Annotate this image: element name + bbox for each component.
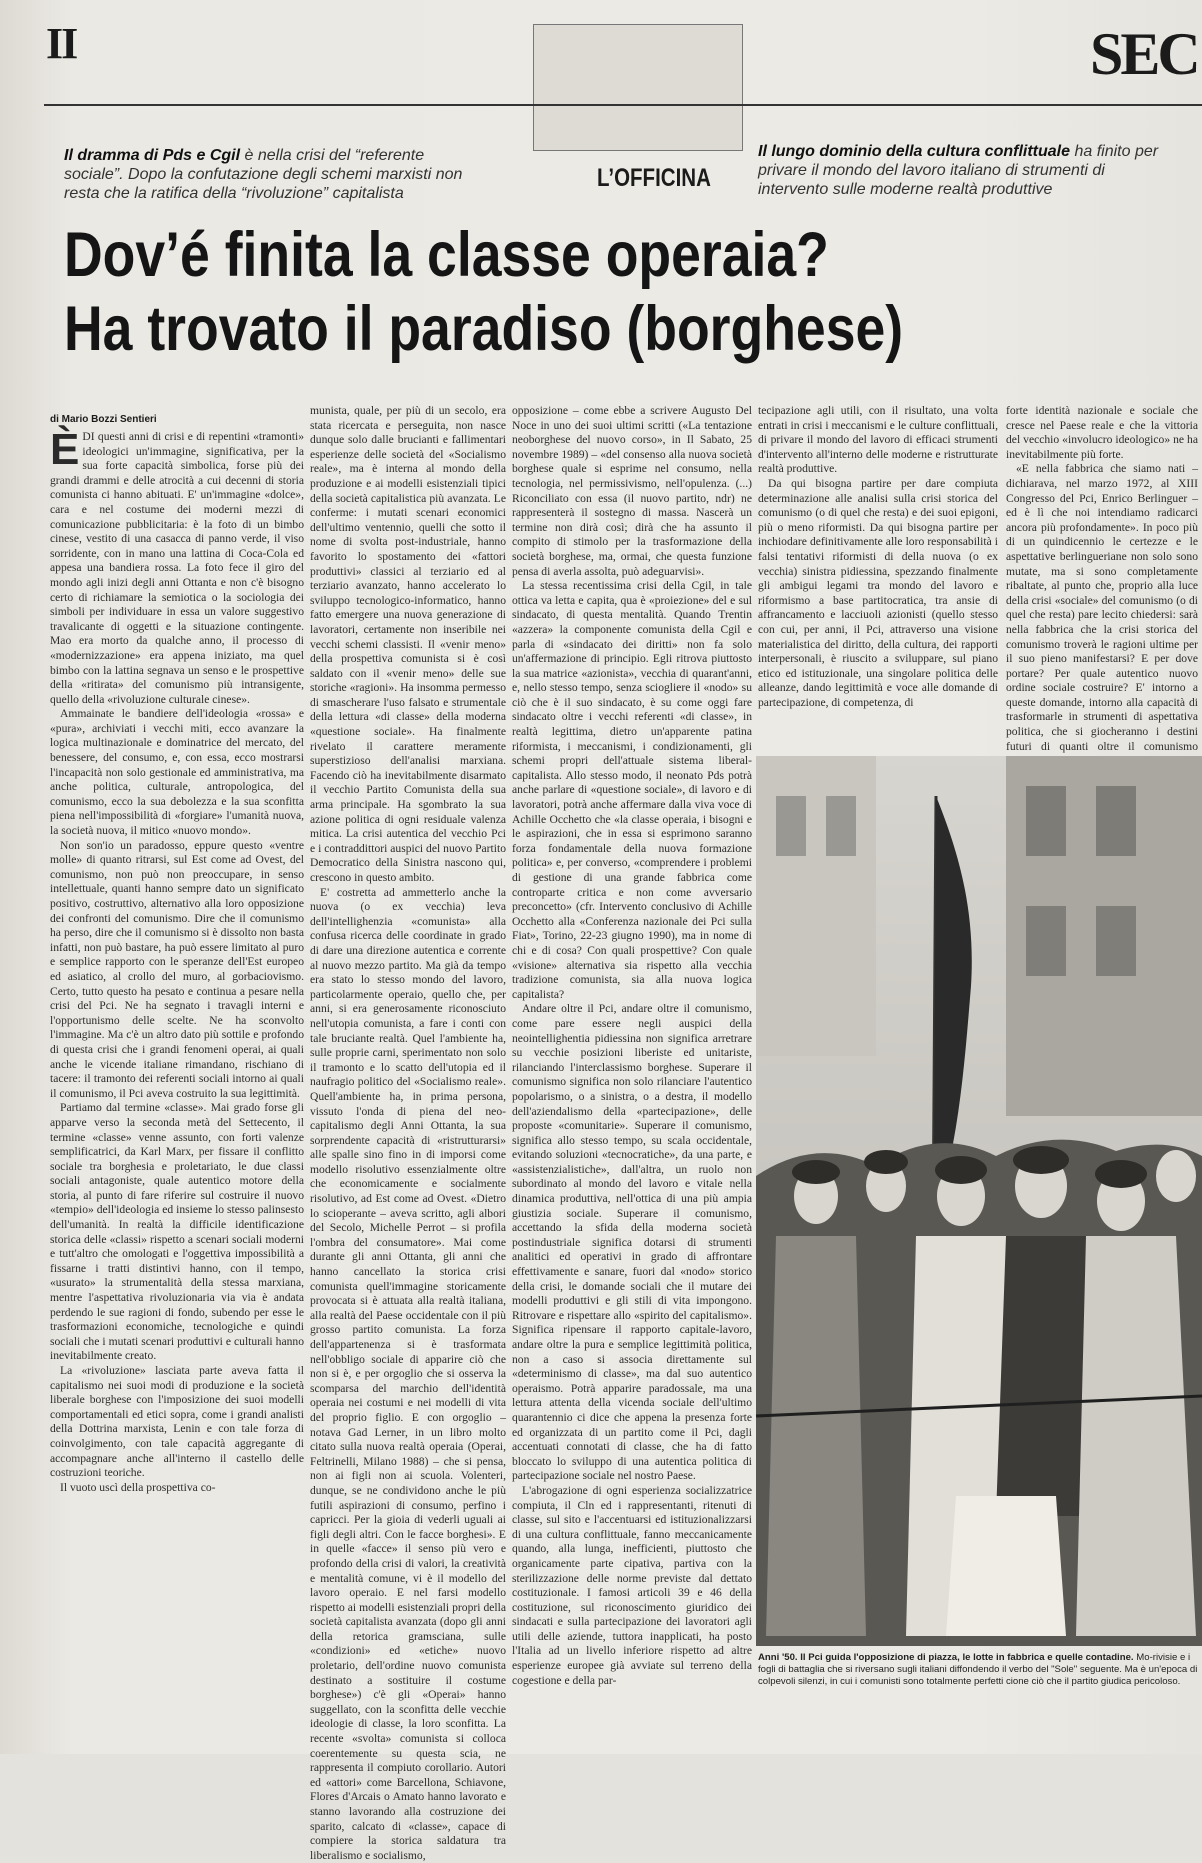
- paragraph: Non son'io un paradosso, eppure questo «ventre molle» di quanto ritrarsi, sul Est come ad Ovest, del comunismo, non può non preoccupare, in senso intellettuale, quanti hanno sempre dato un significato positivo, costruttivo, alternativo alla loro opposizione dei confronti del comunismo. Dire che il comunismo ha perso, dire che il comunismo si è dissolto non basta infatti, non può bastare, ha può essere limitato al puro e semplice rapporto con le speranze dell'Est europeo ed asiatico, al crollo del muro, al gorbaciovismo. Certo, tutto questo ha pesato e continua a pesare nella crisi del Pci. Ne ha segnato i travagli interni e l'opportunismo delle scelte. Ne ha sconvolto l'immagine. Ma c'è un altro dato più sottile e profondo di questa crisi che i grandi fenomeni operai, ai quali anche le vicende italiane rimandano, rischiano di tacere: il tramonto dei referenti sociali intorno ai quali il comunismo, il Pci aveva costruito la sua legittimità.: [50, 838, 304, 1100]
- article-column-5: [1006, 404, 1198, 753]
- byline: di Mario Bozzi Sentieri: [50, 414, 157, 425]
- paragraph: La stessa recentissima crisi della Cgil, in tale ottica va letta e capita, qua è «proiezione» del e sul sindacato, di questa mentalità. Quando Trentin «azzera» la componente comunista della Cgil e parla di «sindacato dei diritti» non fa solo un'affermazione di principio. Egli ritrova piuttosto la sua matrice «azionista», vecchia di quarant'anni, e, nello stesso tempo, senza sciogliere il «nodo» su ciò che è il suo sindacato, è su come oggi fare sindacato oltre i vecchi referenti «di classe», in realtà legittima, dietro un'apparente patina riformista, i meccanismi, i condizionamenti, gli schemi propri dell'attuale sistema liberal-capitalista. Allo stesso modo, il neonato Pds potrà anche parlare di «questione sociale», di lavoro e di lavoratori, potrà anche affermare dalla viva voce di Achille Occhetto che «la classe operaia, i bisogni e le aspirazioni, che in essa si esprimono saranno forza fondamentale della nuova formazione politica» e, per converso, «comprendere i problemi di gestione di una grande fabbrica come controparte critica e non come avversario preconcetto» (cfr. Intervento conclusivo di Achille Occhetto alla «Conferenza nazionale dei Pci sulla Fiat», Torino, 22-23 giugno 1990), ma in nome di chi e di cosa? Con quali prospettive? Con quale «visione» alternativa sia rispetto alla vecchia tradizione comunista, sia alla nuova logica capitalista?: [512, 579, 752, 1001]
- paragraph: DI questi anni di crisi e di repentini «tramonti» ideologici un'immagine, significativa, per la sua forte capacità simbolica, forse più dei grandi drammi e delle atrocità a cui decenni di storia comunista ci hanno abituati. E' un'immagine «dolce», cara e nel costume dei moderni mezzi di comunicazione pubblicitaria: è la foto di un bimbo cinese, vestito di una casacca di panno verde, il viso sorridente, con in mano una lattina di Coca-Cola ed appesa una bandiera rossa. La foto fece il giro del mondo agli inizi degli anni Ottanta e non c'è bisogno certo di richiamare la semiotica o la sociologia dei simboli per individuare in essa un valore suggestivo travalicante di oggetti e la situazione contingente. Mao era morto da qualche anno, il processo di «modernizzazione» era appena iniziato, ma quel bimbo con la lattina segnava un senso e le prospettive della «ritirata» del comunismo più intransigente, quello della «rivoluzione culturale cinese».: [50, 430, 304, 706]
- top-rule: [44, 104, 1202, 106]
- right-deck: [758, 142, 1168, 199]
- caption-lead: Anni '50. Il Pci guida l'opposizione di piazza, le lotte in fabbrica e quelle contadine.: [758, 1652, 1134, 1663]
- rubric-label: L’OFFICINA: [597, 164, 711, 192]
- paragraph: L'abrogazione di ogni esperienza socializzatrice compiuta, il Cln ed i rappresentanti, ritenuti di classe, sul sito e l'accentuarsi ed istituzionalizzarsi di una cultura conflittuale, fanno meccanicamente quando, alla lunga, inefficienti, piuttosto che organicamente parte cipativa, partiva con la sterilizzazione delle norme previste dal dettato costituzionale. I famosi articoli 39 e 46 della costituzione, sul riconoscimento giuridico dei sindacati e sulla partecipazione dei lavoratori agli utili delle aziende, tuttora inapplicati, ha posto l'Italia ad un livello inferiore rispetto ad altre esperienze europee già avviate sul terreno della cogestione e della par-: [512, 1483, 752, 1687]
- right-deck-text: ha finito per privare il mondo del lavoro italiano di strumenti di intervento sulle moderne realtà produttive: [758, 143, 1159, 198]
- drop-cap: È: [50, 425, 80, 474]
- article-column-2: [310, 404, 506, 1862]
- top-advert-box: [533, 24, 743, 151]
- photo-caption: [758, 1652, 1198, 1688]
- paragraph: La «rivoluzione» lasciata parte aveva fatta il capitalismo nei suoi modi di produzione e la società liberale borghese con l'imposizione dei suoi modelli comportamentali ed etici sopra, come i grandi analisti della Dottrina marxista, Lenin e con tale forza di coinvolgimento, con tale capacità aggregante di accompagnare anche all'interno il castello delle costruzioni teoriche.: [50, 1364, 304, 1480]
- page-number: II: [46, 19, 77, 68]
- paragraph: «E nella fabbrica che siamo nati – dichiarava, nel marzo 1972, al XIII Congresso del Pci, Enrico Berlinguer – ed è lì che noi intendiamo radicarci ancora più profondamente». In poco più di un quindicennio le certezze e le aspettative berlingueriane non solo sono mutate, ma si sono completamente ribaltate, al punto che, proprio alla luce della crisi «sociale» del comunismo (o di quel che resta) pare lecito chiedersi: sarà nella fabbrica che la crisi storica del comunismo troverà le ragioni ultime per il suo pieno manifestarsi? E per dove portare? Per quale autentico nuovo ordine sociale costruire? E' intorno a queste domande, intorno alla capacità di trasformarle in strumenti di aspettativa politica, che si giocheranno i destini futuri di quanti oltre il comunismo: [1006, 462, 1198, 753]
- article-column-3: [512, 404, 752, 1746]
- paragraph: Partiamo dal termine «classe». Mai grado forse gli apparve verso la seconda metà del Settecento, il termine «classe» venne assunto, con forti valenze semplificatrici, da Karl Marx, per fissare il conflitto sociale tra borghesia e proletariato, le due classi sociali antagoniste, quale autentico motore della storia, al punto di fare riferire sul costruire il nuovo «tempio» dell'ideologia ed insieme lo stesso palinsesto dell'umanità. In realtà la difficile identificazione storica delle «classi» rispetto a scenari sociali moderni e tutt'altro che omologati e l'oggettiva impossibilità a fissarne i tratti distintivi hanno, con il tempo, «usurato» la strumentalità della stessa marxiana, mentre l'aspettativa rivoluzionaria via via è andata perdendo le sue ragioni di fondo, subendo per esse le trasformazioni economiche, tecnologiche e quindi sociali che i mutati scenari produttivi e culturali hanno inevitabilmente creato.: [50, 1101, 304, 1363]
- right-deck-lead: Il lungo dominio della cultura conflittuale: [758, 143, 1071, 160]
- headline: [64, 218, 903, 366]
- headline-line-2: Ha trovato il paradiso (borghese): [64, 294, 904, 364]
- paragraph: munista, quale, per più di un secolo, era stata ricercata e perseguita, non nasce dunque solo dalle brucianti e fallimentari esperienze delle società del «Socialismo reale», ma è interna al mondo della produzione e ai modelli esistenziali tipici della società capitalistica più avanzata. Le conferme: i mutati scenari economici dell'ultimo ventennio, quelli che sotto il nome di svolta post-industriale, hanno favorito lo spostamento dei «fattori produttivi» classici al terziario ed al terziario avanzato, hanno accelerato lo sviluppo tecnologico-informatico, hanno fatto emergere una nuova generazione di lavoratori, certamente non inseribile nei vecchi schemi classisti. Il «venir meno» della prospettiva comunista si è così saldato con il «venir meno» delle sue storiche «ragioni». Ha insomma permesso di smascherare l'uso falsato e strumentale della lettura «di classe» della moderna «questione sociale». Ha finalmente rivelato il carattere meramente superstizioso dell'analisi marxiana. Facendo ciò ha inevitabilmente disarmato il vecchio Partito Comunista della sua arma principale. Ha sgombrato la sua azione politica di ogni residuale valenza mitica. La crisi autentica del vecchio Pci e i contraddittori auspici del nuovo Partito Democratico della Sinistra nascono qui, crescono in questo ambito.: [310, 404, 506, 884]
- article-column-1: [50, 425, 304, 1746]
- left-deck: [64, 146, 484, 203]
- headline-line-1: Dov’é finita la classe operaia?: [64, 220, 829, 290]
- section-title-fragment: SEC: [1090, 21, 1198, 87]
- paragraph: Ammainate le bandiere dell'ideologia «rossa» e «pura», archiviati i vecchi miti, ecco avanzare la logica multinazionale e dominatrice del mercato, del benessere, del consumo, e, con essa, ecco mostrarsi l'incapacità non solo gestionale ed amministrativa, ma anche politica, culturale, antropologica, del comunismo, ecco la sua debolezza e la sua sconfitta piena nell'impossibilità di «forgiare» l'umanità nuova, la società nuova, il mitico «nuovo mondo».: [50, 707, 304, 838]
- paragraph: Da qui bisogna partire per dare compiuta determinazione alle analisi sulla crisi storica del comunismo (o di quel che resta) e dei suoi epigoni, più o meno riformisti. Da qui bisogna partire per inchiodare definitivamente alle loro responsabilità i falsi tentativi riformisti di della nuova (o ex vecchia) sinistra pidiessina, spezzando finalmente gli ambigui legami tra mondo del lavoro e riformismo a base partitocratica, tra ansie di affrancamento e lacciuoli azionisti (quello stesso con cui, per anni, il Pci, attraverso una visione materialistica del diritto, della cultura, dei rapporti interpersonali, è riuscito a sviluppare, sul piano etico ed istituzionale, una singolare politica delle alleanze, dando legittimità e voce alle domande di partecipazione, di competenza, di: [758, 476, 998, 709]
- paragraph: E' costretta ad ammetterlo anche la nuova (o ex vecchia) leva dell'intellighenzia «comunista» alla confusa ricerca delle coordinate in grado di dare una direzione autentica e corrente al nuovo mezzo partito. Ma già da tempo era stato lo stesso mondo del lavoro, particolarmente operaio, quello che, per anni, si era generosamente riconosciuto nell'utopia comunista, a fare i conti con tale bruciante realtà. Quel l'ambiente ha, sulle proprie carni, sperimentato non solo il tramonto e lo scatto dell'utopia ed il naufragio politico del «Socialismo reale». Quell'ambiente ha, in prima persona, vissuto l'onda di piena del neo-capitalismo degli Anni Ottanta, la sua sorprendente capacità di «ristrutturarsi» alle spalle sino fino in di imporsi come modello risolutivo essenzialmente oltre che economicamente e socialmente risolutivo, ad Est come ad Ovest. «Dietro lo scioperante – aveva scritto, agli albori del Secolo, Michelle Perrot – si profila l'ombra del consumatore». Mai come durante gli anni Ottanta, gli anni che hanno cancellato la storica crisi comunista quell'immagine storicamente provocata si è attuata alla realtà italiana, alla realtà del Paese occidentale con il più grosso partito comunista. La forza dell'appartenenza si è trasformata nell'obbligo sociale di apparire ciò che non si è, e per orgoglio che si osserva la scomparsa del marchio dell'identità operaia nei costumi e nei modelli di vita del proprio figlio. E con orgoglio – notava Gad Lerner, in un libro molto citato sulla nuova realtà operaia (Operai, Feltrinelli, Milano 1988) – che si pensa, non ai figli non ai scuola. Volenteri, dunque, se ne condividono anche le più futili aspirazioni di consumo, perfino i capricci. Per la gioia di vederli uguali ai figli degli altri. Con le facce borghesi». E in quelle «facce» il senso più vero e profondo della crisi di valori, la creatività e mentalità comune, vi è il modello del lavoro operaio. E nel farsi modello rispetto ai modelli esistenziali propri della società capitalista avanzata (dopo gli anni della retorica gramsciana, sulle «condizioni» ed «etiche» nuovo proletario, dell'ordine nuovo comunista destinato a sostituire il costume borghese») c'è gli «Operai» hanno suggellato, con la sconfitta delle vecchie ideologie di classe, la loro sconfitta. La recente «svolta» comunista si colloca coerentemente su questa scia, ne rappresenta il compiuto corollario. Autori ed «attori» come Barcellona, Schiavone, Flores d'Arcais o Amato hanno lavorato e stanno lavorando alla costruzione dei sparito, calcato di «classe», capace di compiere la storica saldatura tra liberalismo e socialismo,: [310, 885, 506, 1862]
- paragraph: Il vuoto uscì della prospettiva co-: [60, 1480, 216, 1494]
- protest-photo: [756, 756, 1202, 1646]
- crowd-photo-illustration: [756, 756, 1202, 1646]
- paragraph: forte identità nazionale e sociale che cresce nel Paese reale e che la vittoria del vecchio «involucro ideologico» ne ha inevitabilmente più forte.: [1006, 404, 1198, 461]
- paragraph: opposizione – come ebbe a scrivere Augusto Del Noce in uno dei suoi ultimi scritti («La tentazione neoborghese del nuovo corso», in Il Sabato, 25 novembre 1989) – «del consenso alla nuova società borghese quale si esprime nel consumo, nella tecnologia, nel permissivismo, nell'opulenza. (...) Riconciliato con essa (il nuovo partito, ndr) ne rappresenterà il sostegno di massa. Nascerà un termine non dirà così; dirà che ha assunto il compito di stimolo per la trasformazione della società borghese, ma, ormai, che questa funzione pensa di averla assolta, può adeguarvisi».: [512, 404, 752, 578]
- caption-text: Mo-rivisie e i fogli di battaglia che si riversano sugli italiani diffondendo il verbo del "Sole" seguente. Ma è un'epoca di colpevoli silenzi, in cui i comunisti sono totalmente perfetti cione ciò che il partito giudica pericoloso.: [758, 1652, 1198, 1687]
- paragraph: Andare oltre il Pci, andare oltre il comunismo, come pare essere negli auspici della neointellighentia pidiessina non significa arretrare su vecchie posizioni liberiste ed unitariste, rilanciando l'interclassismo borghese. Superare il comunismo significa non solo rilanciare l'autentico popolarismo, o a sinistra, o a destra, il modello dell'aziendalismo della «partecipazione», delle proposte «comunitarie». Superare il comunismo, significa allo stesso tempo, su scala occidentale, evitando soluzioni «tecnocratiche», da una parte, e «assistenzialistiche», dall'altra, un ruolo non subordinato al mondo del lavoro e vitale nella dinamica produttiva, nell'ottica di una più ampia giustizia sociale. Superare il comunismo, accettando la sfida della moderna società postindustriale significa dotarsi di strumenti analitici ed operativi in grado di affrontare effettivamente e sanare, fuori dal «nodo» storico della crisi, le domande sociali che il mutare dei modelli produttivi e gli stili di vita impongono. Ritrovare e rispettare allo «spirito del capitalismo». Significa ripensare il rapporto capitale-lavoro, andare oltre la pura e semplice legittimità politica, non a caso si associa direttamente sul «determinismo di classe», ma dal suo autentico operaismo. Potrà apparire paradossale, ma una lettura attenta della vicenda sociale dell'ultimo quarantennio ci dice che appena la presenza forte ed organizzata di un partito come il Pci, dagli accentuati connotati di classe, che ha di fatto bloccato lo sviluppo di una autentica politica di partecipazione sociale nel nostro Paese.: [512, 1002, 752, 1483]
- left-deck-text: è nella crisi del “referente sociale”. Dopo la confutazione degli schemi marxisti non resta che la ratifica della “rivoluzione” capitalista: [64, 147, 463, 202]
- left-deck-lead: Il dramma di Pds e Cgil: [64, 147, 241, 164]
- article-column-4: [758, 404, 998, 750]
- paragraph: tecipazione agli utili, con il risultato, una volta entrati in crisi i meccanismi e le culture conflittuali, di privare il mondo del lavoro di efficaci strumenti d'intervento all'interno delle moderne e ristrutturate realtà produttive.: [758, 404, 998, 476]
